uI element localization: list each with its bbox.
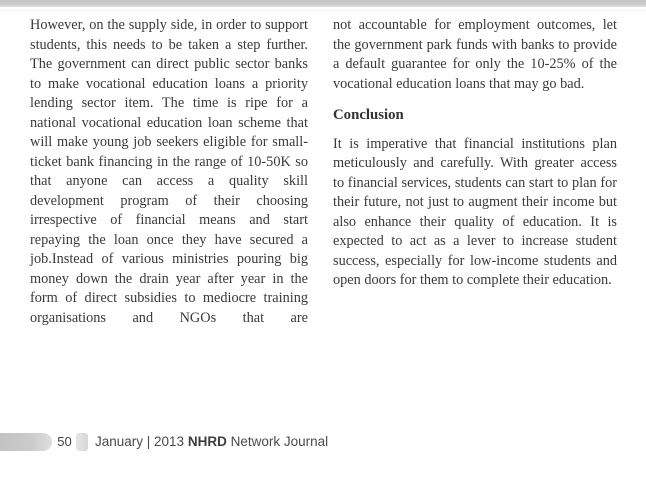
body-paragraph-right-2: It is imperative that financial institutions plan meticulously and carefully. With greater access to financial services, students can start to plan for their future, not just to augment their income but also enhance their quality of education. It is expected to act as a lever to increase student success, especially for low-income students and open doors for them to complete their education. — [333, 135, 617, 288]
page-top-border — [0, 0, 646, 7]
body-paragraph-left: However, on the supply side, in order to support students, this needs to be taken a step further. The government can direct public sector banks to make vocational education loans a priority lending sector item. The time is ripe for a national vocational education loan scheme that will make young job seekers eligible for small-ticket bank financing in the range of 10-50K so that anyone can access a quality skill development program of their choosing irrespective of financial means and start repaying the loan once they have secured a job.Instead of various ministries pouring big money down the drain year after year in the form of direct subsidies to mediocre training organisations and NGOs that are — [30, 17, 308, 326]
article-body — [30, 16, 617, 328]
conclusion-heading: Conclusion — [333, 107, 404, 123]
right-column — [333, 16, 617, 328]
left-column — [30, 16, 308, 328]
journal-date-text: January | 2013 — [95, 434, 188, 449]
journal-name-suffix: Network Journal — [226, 434, 329, 449]
footer-tab — [76, 433, 88, 451]
page-number: 50 — [57, 434, 72, 449]
body-paragraph-right-1: not accountable for employment outcomes, let the government park funds with banks to provide a default guarantee for only the 10-25% of the vocational education loans that may go bad. — [333, 17, 617, 92]
journal-name-bold: NHRD — [187, 434, 227, 449]
page-top-border-faint-line — [0, 10, 646, 11]
journal-title-line — [95, 433, 328, 451]
footer-left-bar — [0, 433, 52, 451]
